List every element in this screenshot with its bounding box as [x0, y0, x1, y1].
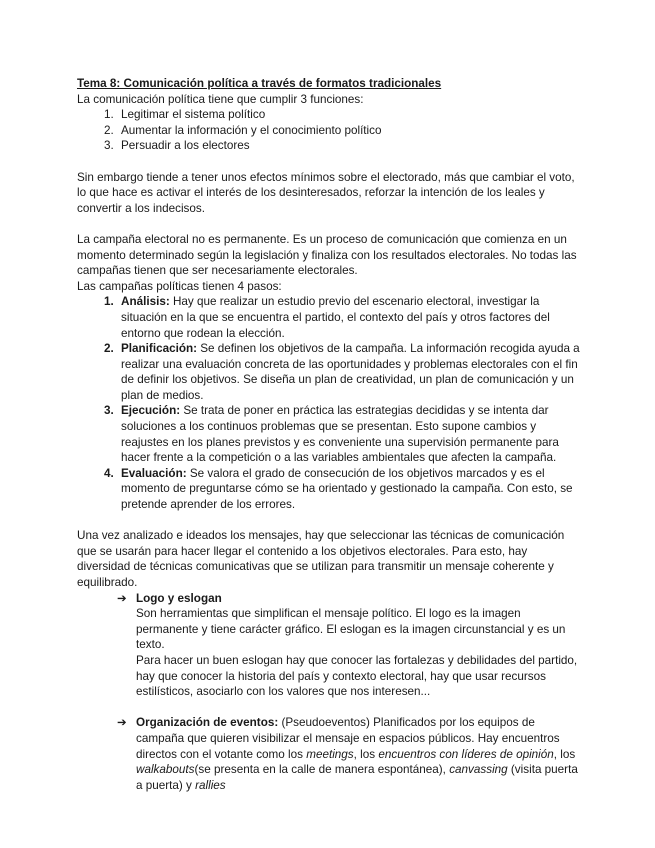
step-text: Se definen los objetivos de la campaña. La información recogida ayuda a realizar una evaluación concreta de las oportunidades y problemas electorales con el fin de definir los objetivos. Se diseña un plan de creatividad, un plan de comunicación y un plan de medios. [121, 342, 580, 402]
technique-text: Son herramientas que simplifican el mensaje político. El logo es la imagen permanente y tiene carácter gráfico. El eslogan es la imagen circunstancial y es un texto. [136, 607, 566, 652]
technique-text: Para hacer un buen eslogan hay que conocer las fortalezas y debilidades del partido, hay que conocer la historia del país y contexto electoral, hay que usar recursos estilísticos, asociarlo con los valores que nos interesen... [136, 653, 578, 699]
step-term: Ejecución: [121, 404, 181, 418]
techniques-paragraph: Una vez analizado e ideados los mensajes, hay que seleccionar las técnicas de comunicación que se usarán para hacer llegar el contenido a los objetivos electorales. Para esto, hay diversidad de técnicas comunicativas que se utilizan para transmitir un mensaje coherente y equilibrado. [77, 529, 565, 589]
effects-paragraph: Sin embargo tiende a tener unos efectos mínimos sobre el electorado, más que cambiar el voto, lo que hace es activar el interés de los desinteresados, reforzar la intención de los leales y convertir a los indecisos. [77, 170, 575, 215]
step-item [117, 341, 581, 403]
step-text: Se valora el grado de consecución de los objetivos marcados y es el momento de preguntarse cómo se ha orientado y gestionado la campaña. Con esto, se pretende aprender de los errores. [121, 466, 573, 512]
list-item: 1. Legitimar el sistema político [117, 107, 581, 123]
step-item [117, 466, 581, 513]
technique-text: (visita puerta a puerta) y [136, 763, 578, 792]
intro-text: La comunicación política tiene que cumplir 3 funciones: [77, 92, 364, 106]
arrow-right-icon: ➔ [117, 716, 127, 730]
technique-text: (Pseudoeventos) Planificados por los equipos de campaña que quieren visibilizar el mensaje en espacios públicos. Hay encuentros directos con el votante como los [136, 716, 560, 761]
list-item: 3. Persuadir a los electores [117, 138, 581, 154]
italic-term: canvassing [449, 763, 508, 777]
step-term: Evaluación: [121, 466, 187, 480]
arrow-right-icon: ➔ [117, 591, 127, 605]
step-item [117, 294, 581, 341]
technique-item-logo [117, 591, 581, 716]
document-title: Tema 8: Comunicación política a través de formatos tradicionales [77, 77, 442, 90]
step-item [117, 403, 581, 465]
italic-term: rallies [195, 778, 226, 792]
technique-text: , los [353, 747, 379, 761]
step-text: Se trata de poner en práctica las estrategias decididas y se intenta dar soluciones a los continuos problemas que se presentan. Esto supone cambios y reajustes en los planes previstos y es conveniente una supervisión permanente para hacer frente a la competición o a las variables ambientales que afecten la campaña. [121, 404, 559, 465]
steps-intro: Las campañas políticas tienen 4 pasos: [77, 279, 282, 293]
campaign-paragraph: La campaña electoral no es permanente. Es un proceso de comunicación que comienza en un momento determinado según la legislación y finaliza con los resultados electorales. No todas las campañas tienen que ser necesariamente electorales. [77, 232, 577, 278]
technique-heading: Logo y eslogan [136, 591, 222, 605]
step-term: Planificación: [121, 342, 197, 356]
italic-term: walkabouts [136, 763, 195, 777]
step-text: Hay que realizar un estudio previo del escenario electoral, investigar la situación en la que se encuentra el partido, el contexto del país y otros factores del entorno que rodean la elección. [121, 295, 550, 340]
step-term: Análisis: [121, 295, 170, 309]
technique-heading: Organización de eventos: [136, 716, 279, 730]
functions-list [77, 107, 581, 154]
technique-item-events [117, 715, 581, 793]
steps-list [77, 294, 581, 512]
italic-term: meetings [306, 747, 354, 761]
italic-term: encuentros con líderes de opinión [378, 747, 554, 761]
technique-text: (se presenta en la calle de manera espontánea), [194, 763, 450, 777]
techniques-list [77, 591, 581, 794]
technique-text: , los [553, 747, 576, 761]
list-item: 2. Aumentar la información y el conocimiento político [117, 123, 581, 139]
